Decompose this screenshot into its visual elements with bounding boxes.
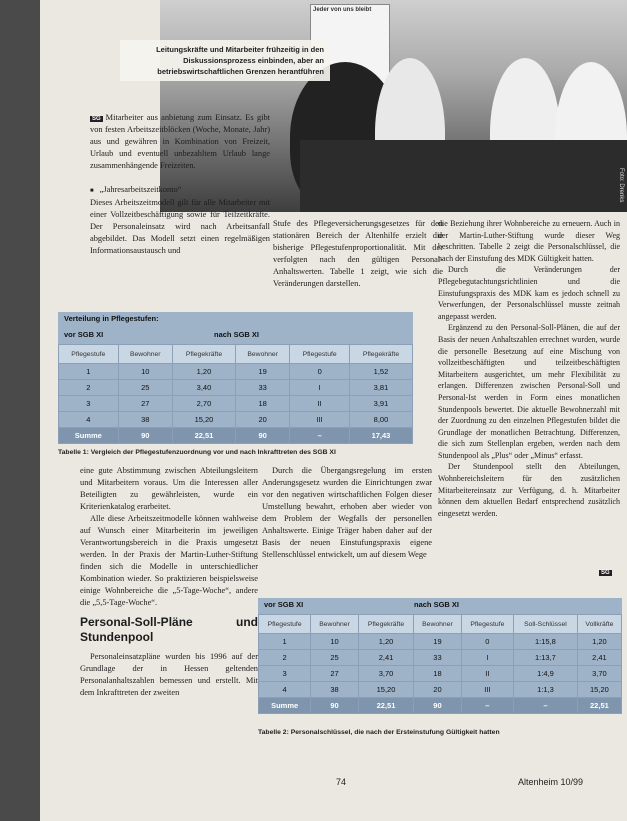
table-cell: – [514,698,578,714]
table-surface [300,140,627,212]
lower-middle-paragraph-1: Durch die Übergangsregelung im ersten Anderungsgesetz wurden die Einrichtungen zwar vor den negativen wirtschaftlichen Folgen dieser Umstellung bewahrt, erhoben aber wieder von dem Problem der Wegfalls der personellen Anhaltswerte. Einige Träger haben daher auf der Basis der neuen Einstufungspraxis eigene Stellenschlüssel entwickelt, um auf diesem Wege [262,466,432,559]
lower-left-paragraph-1: eine gute Abstimmung zwischen Abteilungsleitern und Mitarbeitern voraus. Um die Interessen aller Beteiligten zu gewährleisten, wurde ein Kriterienkatalog erarbeitet. [80,466,258,511]
table-1-grid [58,344,413,444]
table-row [59,396,413,412]
table-2 [258,598,622,714]
table-cell: 0 [290,364,350,380]
table-cell: 2,41 [577,650,621,666]
table-cell: 15,20 [577,682,621,698]
table-cell: III [461,682,513,698]
table-cell: 25 [118,380,172,396]
table-cell: 1,20 [577,634,621,650]
table-cell: 4 [259,682,311,698]
table-2-header: Vollkräfte [577,615,621,634]
table-cell: 15,20 [172,412,235,428]
table-cell: – [290,428,350,444]
table-cell: 3,70 [577,666,621,682]
table-row [259,634,622,650]
table-cell: 3,70 [358,666,413,682]
lower-left-paragraph-2: Alle diese Arbeitszeitmodelle können wahlweise auf Wunsch einer Mitarbeiterin im jeweiligen Verantwortungsbereich in die Praxis umgesetzt werden. In der Praxis der Martin-Luther-Stiftung finden sich die Modelle in unterschiedlicher Kombination wieder. So praktizieren beispielsweise einige Wohnbereiche die „5-Tage-Woche“, andere die „5,5-Tage-Woche“. [80,514,258,607]
table-cell: 2,41 [358,650,413,666]
table-cell: – [461,698,513,714]
table-2-header: Soll-Schlüssel [514,615,578,634]
table-cell: 10 [118,364,172,380]
table-cell: 2 [259,650,311,666]
table-total-row [259,698,622,714]
table-cell: 19 [235,364,289,380]
table-cell: 1,52 [349,364,412,380]
table-cell: 33 [235,380,289,396]
table-cell: 1,20 [358,634,413,650]
table-cell: 3 [259,666,311,682]
table-cell: 0 [461,634,513,650]
table-row [59,412,413,428]
table-row [59,364,413,380]
magazine-page [40,0,627,821]
table-cell: 18 [414,666,462,682]
table-row [259,650,622,666]
table-2-header: Pflegekräfte [358,615,413,634]
end-marker: SG [601,570,610,576]
table-1-header: Pflegestufe [59,345,119,364]
right-paragraph-3: Ergänzend zu den Personal-Soll-Plänen, die auf der Basis der neuen Anhaltszahlen errechnet wurden, wurde die personelle Besetzung auf eine Mischung von vollzeitbeschäftigten und teilzeitbeschäftigten Mitarbeitern ausgerichtet, um mehr Flexibilität zu erlangen. Differenzen zwischen Personal-Soll und Personal-Ist werden in Form eines monatlichen Stundenpools bewertet. Die aktuelle Bewohnerzahl mit der Zuordnung zu den einzelnen Pflegestufen bildet die Grundlage der monatlichen Betrachtung. Differenzen, die sich zum Stellenplan ergeben, werden nach dem Stundenpool als „Plus“ oder „Minus“ erfasst. [438,323,620,460]
table-cell: I [290,380,350,396]
table-cell: 1:15,8 [514,634,578,650]
table-cell: 4 [59,412,119,428]
table-cell: 15,20 [358,682,413,698]
table-cell: 22,51 [358,698,413,714]
photo-credit: Foto: Drenks [618,168,624,203]
table-cell: 1:1,3 [514,682,578,698]
table-cell: 19 [414,634,462,650]
middle-paragraph-1: Stufe des Pflegeversicherungsgesetzes für den stationären Bereich der Altenhilfe erzielt die bisherige Pflegestufenproportionalität. Mit der verfolgten nach den gültigen Personal-Anhaltswerten. Tabelle 1 zeigt, wie sich die Veränderungen darstellen. [273,219,443,288]
left-column [90,112,270,257]
table-cell: 90 [414,698,462,714]
table-cell: 3,91 [349,396,412,412]
table-2-grid [258,614,622,714]
table-cell: 8,00 [349,412,412,428]
table-1 [58,312,413,444]
table-cell: III [290,412,350,428]
table-1-group-left: vor SGB XI [64,330,104,339]
table-cell: II [461,666,513,682]
table-cell: I [461,650,513,666]
table-cell: II [290,396,350,412]
table-cell: 27 [311,666,359,682]
table-cell: 90 [235,428,289,444]
table-1-header: Bewohner [235,345,289,364]
table-2-header: Bewohner [311,615,359,634]
right-paragraph-4: Der Stundenpool stellt den Abteilungen, Wohnbereichsleitern für den zusätzlichen Mitarbeitereinsatz zur Verfügung, d. h. Mitarbeiter können dem aktuellen Bedarf entsprechend zusätzlich eingesetzt werden. [438,462,620,518]
table-1-header: Bewohner [118,345,172,364]
table-cell: 1:13,7 [514,650,578,666]
table-cell: 10 [311,634,359,650]
section-heading: Personal-Soll-Pläne und Stundenpool [80,615,258,644]
table-1-header: Pflegestufe [290,345,350,364]
issue-label: Altenheim 10/99 [518,777,584,787]
table-cell: 3 [59,396,119,412]
table-1-header: Pflegekräfte [349,345,412,364]
table-cell: 33 [414,650,462,666]
left-paragraph-1: Mitarbeiter aus anbietung zum Einsatz. Es gibt von festen Arbeitszeitblöcken (Woche, Monate, Jahr) aus und gewähren in Kombination von Freizeit, Urlaub und eventuell unbezahltem Urlaub lange zusammenhängende Freizeiten. [90,113,270,170]
table-cell: Summe [59,428,119,444]
table-cell: 3,81 [349,380,412,396]
table-cell: 1:4,9 [514,666,578,682]
photo-caption: Leitungskräfte und Mitarbeiter frühzeitig in den Diskussionsprozess einbinden, aber an betriebswirtschaftlichen Grenzen herantführen [120,40,330,81]
lower-middle-column [262,465,432,561]
table-cell: 18 [235,396,289,412]
table-1-header: Pflegekräfte [172,345,235,364]
section-marker: SG [92,116,101,122]
poster-text: Jeder von uns bleibt [313,7,372,13]
table-cell: 3,40 [172,380,235,396]
table-2-header: Bewohner [414,615,462,634]
table-1-group-right: nach SGB XI [214,330,260,339]
table-cell: 1,20 [172,364,235,380]
table-total-row [59,428,413,444]
table-cell: 20 [235,412,289,428]
table-cell: 90 [311,698,359,714]
table-cell: 20 [414,682,462,698]
right-paragraph-1: die Beziehung ihrer Wohnbereiche zu erneuern. Auch in der Martin-Luther-Stiftung wurde dieser Weg beschritten. Tabelle 2 zeigt die Personalschlüssel, die nach der Einstufung des MDK Gültigkeit hatten. [438,219,620,263]
table-cell: 1 [59,364,119,380]
table-2-group-left: vor SGB XI [264,600,304,609]
page-number: 74 [336,777,347,787]
table-cell: 90 [118,428,172,444]
table-cell: 22,51 [577,698,621,714]
table-1-caption: Tabelle 1: Vergleich der Pflegestufenzuordnung vor und nach Inkrafttreten des SGB XI [58,449,336,456]
middle-column [273,218,443,290]
table-row [59,380,413,396]
table-2-header: Pflegestufe [461,615,513,634]
right-column [438,218,620,519]
table-cell: 38 [311,682,359,698]
table-cell: 25 [311,650,359,666]
table-row [259,666,622,682]
table-cell: 22,51 [172,428,235,444]
table-cell: 2 [59,380,119,396]
table-row [259,682,622,698]
table-cell: 1 [259,634,311,650]
table-cell: 17,43 [349,428,412,444]
table-2-caption: Tabelle 2: Personalschlüssel, die nach der Ersteinstufung Gültigkeit hatten [258,729,500,736]
table-cell: 38 [118,412,172,428]
bullet-heading: ■ „Jahresarbeitszeitkonto“ [90,184,270,197]
table-cell: Summe [259,698,311,714]
table-cell: 2,70 [172,396,235,412]
table-2-header: Pflegestufe [259,615,311,634]
table-cell: 27 [118,396,172,412]
table-1-title: Verteilung in Pflegestufen: [64,314,159,323]
left-paragraph-2: Dieses Arbeitszeitmodell gilt für alle Mitarbeiter mit einer Vollzeitbeschäftigung sowie für Teilzeitkräfte. Der Personaleinsatz wird nach Arbeitsanfall abgebildet. Das Modell setzt einen regelmäßigen Informationsaustausch und [90,198,270,255]
table-2-group-right: nach SGB XI [414,600,460,609]
right-paragraph-2: Durch die Veränderungen der Pflegebegutachtungsrichtlinien und die Einstufungspraxis des MDK kam es jedoch schnell zu Verwerfungen, der Personalschlüssel musste zeitnah angepasst werden. [438,265,620,321]
lower-left-paragraph-3: Personaleinsatzpläne wurden bis 1996 auf der Grundlage der in Hessen geltenden Personalanhaltszahlen bemessen und erstellt. Mit dem Inkrafttreten der zweiten [80,652,258,697]
lower-left-column [80,465,258,699]
